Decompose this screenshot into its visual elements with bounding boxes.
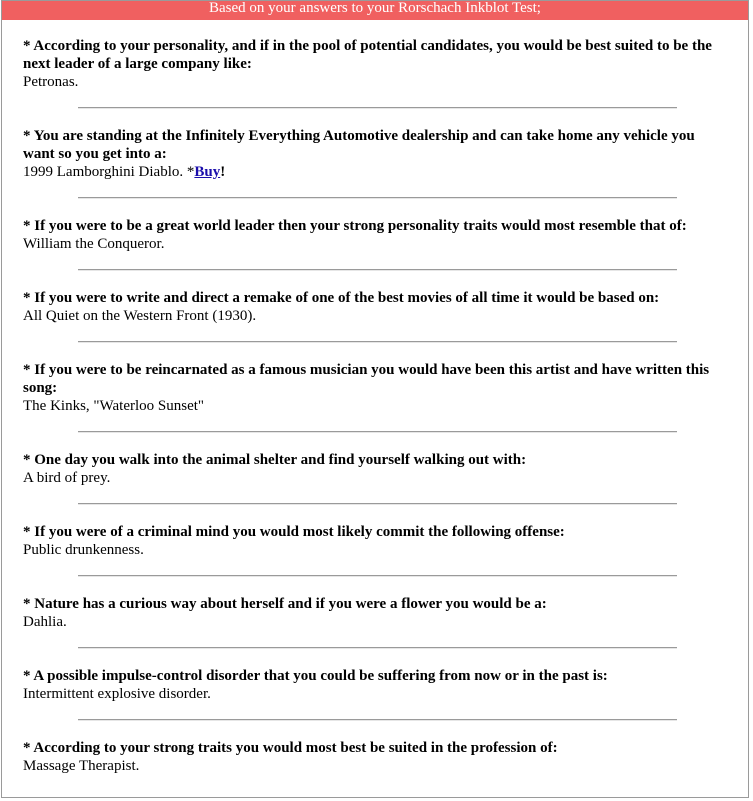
divider <box>78 341 677 343</box>
question-text: * If you were to be a great world leader then your strong personality traits would most resemble that of: <box>23 218 687 234</box>
divider <box>78 431 677 433</box>
divider <box>78 269 677 271</box>
results-list <box>2 20 748 775</box>
answer-text: William the Conqueror. <box>23 236 165 252</box>
question-text: * If you were of a criminal mind you would most likely commit the following offense: <box>23 524 565 540</box>
answer-text: Petronas. <box>23 74 79 90</box>
divider <box>78 647 677 649</box>
question-text: * According to your strong traits you would most best be suited in the profession of: <box>23 740 558 756</box>
divider <box>78 719 677 721</box>
question-text: * You are standing at the Infinitely Everything Automotive dealership and can take home any vehicle you want so you get into a: <box>23 128 695 162</box>
result-item <box>2 739 748 775</box>
answer-text: A bird of prey. <box>23 470 111 486</box>
question-text: * According to your personality, and if in the pool of potential candidates, you would be best suited to be the next leader of a large company like: <box>23 38 712 72</box>
result-item <box>2 361 748 415</box>
answer-text: Massage Therapist. <box>23 758 140 774</box>
results-panel <box>1 0 749 798</box>
answer-text: All Quiet on the Western Front (1930). <box>23 308 257 324</box>
question-text: * Nature has a curious way about herself and if you were a flower you would be a: <box>23 596 547 612</box>
answer-text: Dahlia. <box>23 614 67 630</box>
answer-suffix: ! <box>220 164 226 180</box>
answer-line <box>23 163 730 181</box>
result-item <box>2 127 748 181</box>
result-item <box>2 37 748 91</box>
results-header: Based on your answers to your Rorschach Inkblot Test; <box>2 1 748 20</box>
question-text: * If you were to be reincarnated as a famous musician you would have been this artist and have written this song: <box>23 362 710 396</box>
answer-text: Intermittent explosive disorder. <box>23 686 211 702</box>
divider <box>78 107 677 109</box>
result-item <box>2 667 748 703</box>
result-item <box>2 595 748 631</box>
result-item <box>2 289 748 325</box>
result-item <box>2 523 748 559</box>
result-item <box>2 217 748 253</box>
divider <box>78 503 677 505</box>
question-text: * One day you walk into the animal shelter and find yourself walking out with: <box>23 452 527 468</box>
divider <box>78 575 677 577</box>
answer-text: The Kinks, "Waterloo Sunset" <box>23 398 205 414</box>
buy-link[interactable]: Buy <box>194 164 221 180</box>
result-item <box>2 451 748 487</box>
divider <box>78 197 677 199</box>
answer-text: Public drunkenness. <box>23 542 144 558</box>
question-text: * If you were to write and direct a remake of one of the best movies of all time it would be based on: <box>23 290 660 306</box>
question-text: * A possible impulse-control disorder that you could be suffering from now or in the past is: <box>23 668 608 684</box>
answer-text: 1999 Lamborghini Diablo. * <box>23 164 195 180</box>
